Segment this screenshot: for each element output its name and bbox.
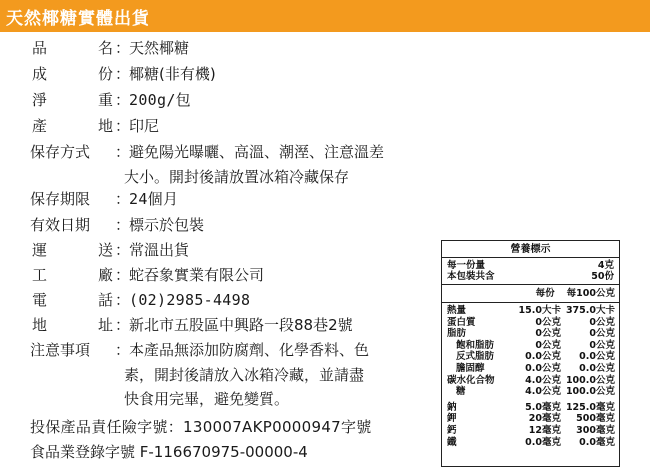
spec-label-char: 名 [97,39,113,57]
spec-row [30,240,450,260]
spec-value-continued: 大小。開封後請放置冰箱冷藏保存 [124,168,350,186]
spec-label: 有效日期 [30,216,91,234]
spec-value: 印尼 [129,117,160,135]
spec-colon: ： [115,91,131,109]
spec-row [30,116,450,136]
nutrient-per-100g: 0公克 [589,339,615,351]
nutrient-name: 脂肪 [447,328,467,340]
nutrient-name: 碳水化合物 [447,374,495,386]
spec-label-char: 份 [97,65,113,83]
serving-size-value: 4克 [597,260,614,271]
nutrition-serving-info [442,258,619,285]
spec-label-char: 地 [97,117,113,135]
spec-label [30,240,115,260]
nutrient-per-100g: 0.0公克 [579,351,615,363]
spec-label [30,116,115,136]
spec-label-char: 品 [32,39,48,57]
nutrition-rows [442,303,619,448]
nutrient-name: 熱量 [447,305,467,316]
nutrient-per-serving: 0.0公克 [525,362,561,374]
spec-value: 蛇吞象實業有限公司 [129,266,265,284]
nutrient-per-100g: 300毫克 [576,424,615,436]
column-per-100g: 每100公克 [566,288,615,299]
nutrient-per-100g: 0公克 [589,328,615,340]
spec-label-char: 電 [32,291,48,309]
spec-colon: ： [115,190,131,208]
spec-row [30,215,450,235]
spec-value: (02)2985-4498 [129,291,251,309]
spec-value: 常溫出貨 [129,241,190,259]
nutrient-per-100g: 100.0公克 [565,386,615,398]
spec-label [30,90,115,110]
spec-colon: ： [115,65,131,83]
nutrient-name: 反式脂肪 [456,351,495,363]
spec-label-char: 運 [32,241,48,259]
spec-colon: ： [115,216,131,234]
spec-colon: ： [115,117,131,135]
nutrition-row [447,340,616,352]
spec-value: 本產品無添加防腐劑、化學香料、色 [129,341,370,359]
spec-label-char: 成 [32,65,48,83]
spec-value: 標示於包裝 [129,216,205,234]
header-bar [0,0,650,32]
nutrient-name: 飽和脂肪 [456,339,495,351]
nutrition-row [447,351,616,363]
spec-label: 保存方式 [30,143,91,161]
nutrient-name: 鈉 [447,401,457,413]
nutrient-per-serving: 0公克 [535,316,561,328]
spec-label-char: 送 [97,241,113,259]
spec-row [30,265,450,285]
servings-value: 50份 [591,271,614,282]
spec-colon: ： [115,291,131,309]
spec-label [30,315,115,335]
nutrient-per-100g: 500毫克 [576,413,615,425]
nutrition-row [447,305,616,317]
spec-row [30,290,450,310]
nutrition-row [447,363,616,375]
nutrition-row [447,413,616,425]
nutrient-per-serving: 0.0毫克 [525,436,561,448]
spec-colon: ： [115,266,131,284]
spec-value: 椰糖(非有機) [129,65,216,83]
spec-value: 避免陽光曝曬、高溫、潮溼、注意溫差 [129,143,385,161]
nutrition-row [447,328,616,340]
spec-row [30,315,450,335]
nutrient-name: 蛋白質 [447,316,476,328]
spec-row [30,189,450,209]
nutrient-per-serving: 5.0毫克 [525,401,561,413]
nutrient-per-serving: 4.0公克 [525,374,561,386]
page-title: 天然椰糖實體出貨 [6,8,150,29]
spec-value: 新北市五股區中興路一段88巷2號 [129,316,353,334]
nutrition-panel [441,240,620,467]
spec-label [30,64,115,84]
nutrient-per-serving: 0公克 [535,328,561,340]
column-per-serving: 每份 [535,288,555,299]
serving-size-label: 每一份量 [447,260,486,271]
spec-row [30,90,450,110]
nutrient-name: 鈣 [447,424,457,436]
nutrition-row [447,375,616,387]
nutrient-per-serving: 12毫克 [528,424,561,436]
spec-row [30,142,450,162]
spec-value: 24個月 [129,190,179,208]
spec-colon: ： [115,241,131,259]
nutrient-name: 糖 [456,386,466,398]
nutrition-row [447,425,616,437]
nutrient-per-100g: 0.0公克 [579,362,615,374]
nutrition-row [447,386,616,398]
nutrition-row [447,437,616,449]
spec-label-char: 廠 [97,266,113,284]
nutrient-per-100g: 0公克 [589,316,615,328]
spec-label: 保存期限 [30,190,91,208]
nutrition-row [447,402,616,414]
nutrient-per-100g: 0.0毫克 [579,436,615,448]
nutrient-per-serving: 0公克 [535,339,561,351]
spec-colon: ： [115,39,131,57]
nutrient-name: 鉀 [447,413,457,425]
nutrient-per-serving: 20毫克 [528,413,561,425]
spec-row [30,64,450,84]
spec-value-continued: 快食用完畢，避免變質。 [124,390,290,408]
spec-row [30,340,450,360]
nutrient-name: 鐵 [447,436,457,448]
spec-label: 注意事項 [30,341,91,359]
nutrient-per-100g: 125.0毫克 [565,401,615,413]
spec-label-char: 重 [97,91,113,109]
nutrient-per-serving: 0.0公克 [525,351,561,363]
spec-row [30,38,450,58]
spec-colon: ： [115,316,131,334]
spec-value: 200g/包 [129,91,191,109]
food-registration-number: 食品業登錄字號 F-116670975-00000-4 [30,443,308,461]
nutrient-per-serving: 15.0大卡 [518,305,561,316]
nutrient-per-serving: 4.0公克 [525,386,561,398]
spec-label-char: 淨 [32,91,48,109]
spec-colon: ： [115,143,131,161]
nutrient-per-100g: 375.0大卡 [565,305,615,316]
spec-label-char: 址 [97,316,113,334]
nutrition-title: 營養標示 [442,241,619,258]
insurance-number: 投保產品責任險字號：130007AKP0000947字號 [30,418,372,436]
spec-label-char: 產 [32,117,48,135]
spec-value-continued: 素，開封後請放入冰箱冷藏，並請盡 [124,366,365,384]
nutrient-per-100g: 100.0公克 [565,374,615,386]
spec-label [30,265,115,285]
nutrition-row [447,317,616,329]
nutrition-column-header [442,285,619,303]
spec-label-char: 地 [32,316,48,334]
servings-label: 本包裝共含 [447,271,495,282]
spec-value: 天然椰糖 [129,39,190,57]
spec-label [30,290,115,310]
spec-label-char: 話 [97,291,113,309]
nutrient-name: 膽固醇 [456,362,485,374]
spec-colon: ： [115,341,131,359]
spec-label [30,38,115,58]
spec-label-char: 工 [32,266,48,284]
